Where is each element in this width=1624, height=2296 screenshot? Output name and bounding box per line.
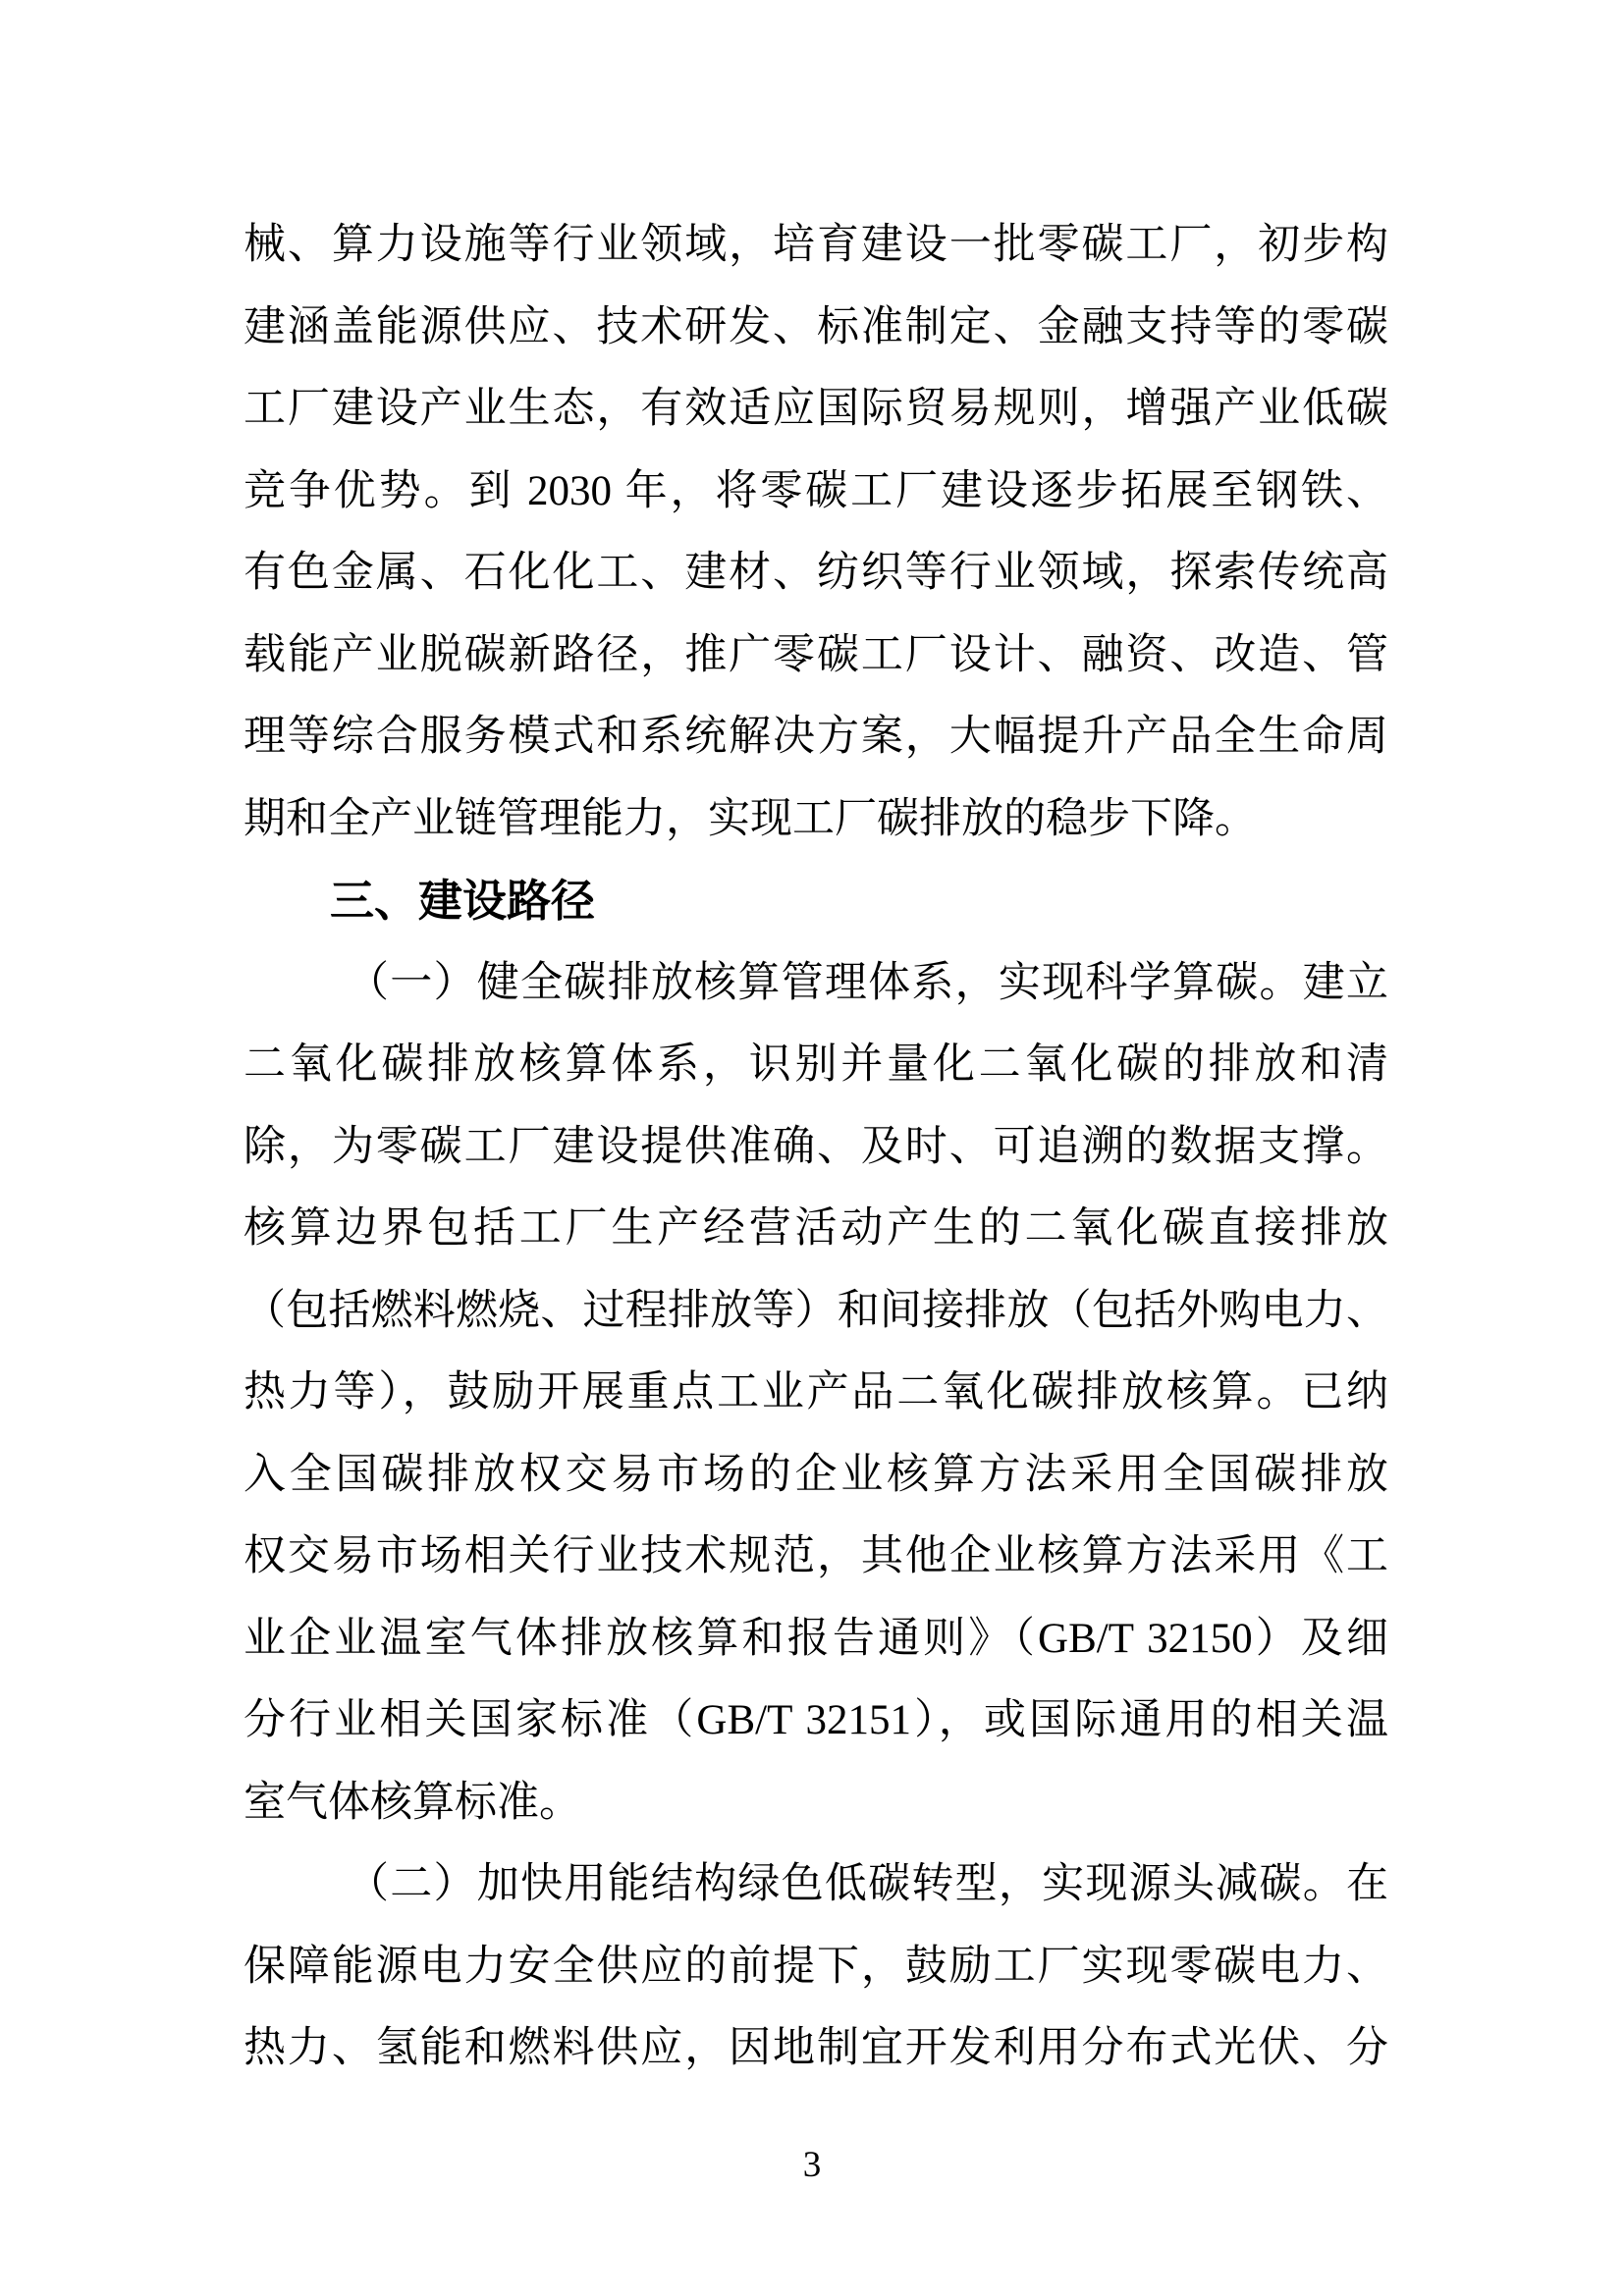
text-line: （包括燃料燃烧、过程排放等）和间接排放（包括外购电力、 bbox=[244, 1287, 1388, 1334]
text-line: 业企业温室气体排放核算和报告通则》（GB/T 32150）及细 bbox=[244, 1615, 1388, 1662]
text-line: 期和全产业链管理能力，实现工厂碳排放的稳步下降。 bbox=[244, 795, 1257, 842]
text-line: 竞争优势。到 2030 年，将零碳工厂建设逐步拓展至钢铁、 bbox=[244, 467, 1388, 514]
text-line: 械、算力设施等行业领域，培育建设一批零碳工厂，初步构 bbox=[244, 222, 1388, 268]
text-line: 保障能源电力安全供应的前提下，鼓励工厂实现零碳电力、 bbox=[244, 1943, 1388, 1990]
text-line: 工厂建设产业生态，有效适应国际贸易规则，增强产业低碳 bbox=[244, 386, 1388, 432]
section-heading: 三、建设路径 bbox=[330, 876, 596, 926]
text-line: 入全国碳排放权交易市场的企业核算方法采用全国碳排放 bbox=[244, 1451, 1388, 1498]
text-line: 热力等），鼓励开展重点工业产品二氧化碳排放核算。已纳 bbox=[244, 1369, 1388, 1415]
page-number: 3 bbox=[802, 2145, 822, 2185]
text-line: （二）加快用能结构绿色低碳转型，实现源头减碳。在 bbox=[347, 1861, 1388, 1907]
text-line: 权交易市场相关行业技术规范，其他企业核算方法采用《工 bbox=[244, 1533, 1388, 1579]
text-line: 室气体核算标准。 bbox=[244, 1779, 581, 1826]
text-line: （一）健全碳排放核算管理体系，实现科学算碳。建立 bbox=[347, 959, 1388, 1006]
text-line: 有色金属、石化化工、建材、纺织等行业领域，探索传统高 bbox=[244, 550, 1388, 596]
text-line: 除，为零碳工厂建设提供准确、及时、可追溯的数据支撑。 bbox=[244, 1123, 1388, 1170]
text-line: 二氧化碳排放核算体系，识别并量化二氧化碳的排放和清 bbox=[244, 1041, 1388, 1088]
text-line: 载能产业脱碳新路径，推广零碳工厂设计、融资、改造、管 bbox=[244, 631, 1388, 678]
text-line: 理等综合服务模式和系统解决方案，大幅提升产品全生命周 bbox=[244, 714, 1388, 760]
text-line: 建涵盖能源供应、技术研发、标准制定、金融支持等的零碳 bbox=[244, 303, 1388, 350]
text-line: 核算边界包括工厂生产经营活动产生的二氧化碳直接排放 bbox=[244, 1205, 1388, 1252]
text-line: 热力、氢能和燃料供应，因地制宜开发利用分布式光伏、分 bbox=[244, 2025, 1388, 2071]
text-line: 分行业相关国家标准（GB/T 32151），或国际通用的相关温 bbox=[244, 1697, 1388, 1743]
document-body bbox=[244, 204, 1388, 2090]
